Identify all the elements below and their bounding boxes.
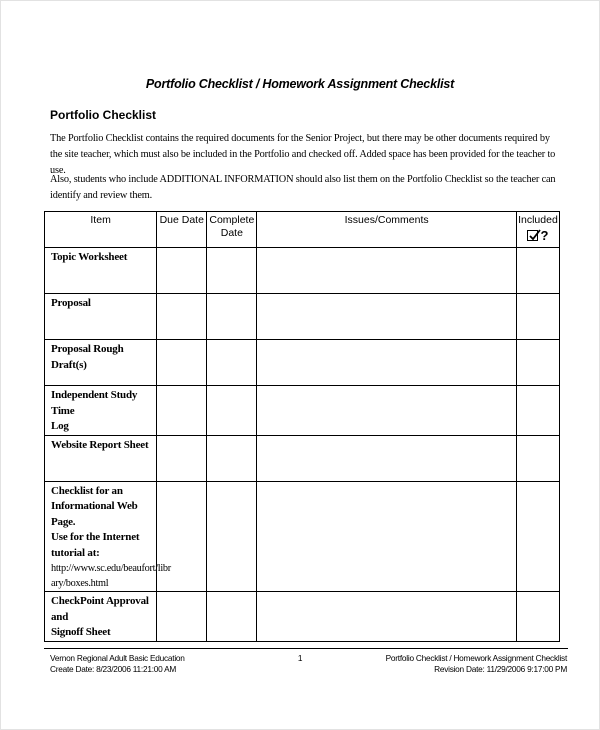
footer-rule [44, 648, 568, 649]
due-date-cell[interactable] [157, 294, 207, 340]
item-cell [45, 481, 171, 592]
intro-paragraph: The Portfolio Checklist contains the required documents for the Senior Project, but there may be other documents required by the site teacher, which must also be included in the Portfolio and checked off. Added space has been provided for the teacher to use. [50, 133, 556, 176]
item-cell [45, 435, 157, 481]
issues-comments-cell[interactable] [257, 481, 517, 592]
complete-date-cell[interactable] [207, 340, 257, 386]
complete-date-cell[interactable] [207, 248, 257, 294]
due-date-cell[interactable] [157, 248, 207, 294]
table-header-row [45, 212, 560, 248]
included-cell[interactable] [516, 294, 559, 340]
complete-date-cell[interactable] [207, 592, 257, 642]
complete-date-cell[interactable] [207, 294, 257, 340]
table-row [45, 481, 560, 592]
item-label-line: Informational Web Page. [51, 500, 138, 528]
item-label-line: Checklist for an [51, 484, 123, 497]
header-included [516, 212, 559, 248]
included-cell[interactable] [516, 248, 559, 294]
item-label-line: Independent Study Time [51, 389, 138, 417]
item-url-line: http://www.sc.edu/beaufort/libr [51, 563, 171, 574]
header-item: Item [45, 212, 157, 248]
complete-date-cell[interactable] [207, 386, 257, 436]
item-label-line: Use for the Internet [51, 531, 140, 543]
table-row [45, 386, 560, 436]
due-date-cell[interactable] [157, 340, 207, 386]
table-row [45, 592, 560, 642]
document-title: Portfolio Checklist / Homework Assignment Checklist [145, 77, 455, 91]
item-label-line: CheckPoint Approval and [51, 595, 149, 623]
item-label-line: Log [51, 420, 69, 432]
due-date-cell[interactable] [157, 435, 207, 481]
header-complete-date [207, 212, 257, 248]
issues-comments-cell[interactable] [257, 248, 517, 294]
footer-page-number: 1 [297, 653, 303, 663]
complete-date-cell[interactable] [207, 435, 257, 481]
included-cell[interactable] [516, 435, 559, 481]
header-complete-line2: Date [220, 227, 243, 239]
item-label-line: Topic Worksheet [51, 251, 128, 263]
item-cell [45, 248, 157, 294]
footer-revision-date: Revision Date: 11/29/2006 9:17:00 PM [434, 664, 567, 674]
due-date-cell[interactable] [157, 386, 207, 436]
item-label-line: tutorial at: [51, 546, 100, 559]
item-label-line: Proposal Rough Draft(s) [51, 343, 124, 371]
item-url-line: ary/boxes.html [51, 578, 109, 589]
issues-comments-cell[interactable] [257, 592, 517, 642]
table-row [45, 435, 560, 481]
issues-comments-cell[interactable] [257, 340, 517, 386]
footer-right [386, 653, 567, 675]
footer-left [50, 653, 185, 675]
header-included-label: Included [518, 214, 558, 226]
checkbox-checked-icon [527, 230, 538, 241]
included-mark [517, 229, 559, 242]
header-issues-comments: Issues/Comments [257, 212, 517, 248]
item-cell [45, 592, 157, 642]
due-date-cell[interactable] [157, 592, 207, 642]
additional-info-paragraph: Also, students who include ADDITIONAL INFORMATION should also list them on the Portfolio Checklist so the teacher can identify and review them. [50, 174, 556, 201]
footer-document-title: Portfolio Checklist / Homework Assignment Checklist [385, 653, 567, 663]
footer-create-date: Create Date: 8/23/2006 11:21:00 AM [50, 664, 177, 674]
included-cell[interactable] [516, 592, 559, 642]
table-row [45, 248, 560, 294]
section-title: Portfolio Checklist [50, 108, 157, 122]
footer-organization: Vernon Regional Adult Basic Education [50, 653, 185, 663]
item-label-line: Signoff Sheet [51, 626, 111, 638]
item-cell [45, 340, 157, 386]
header-due-date: Due Date [157, 212, 207, 248]
due-date-cell[interactable] [157, 481, 207, 592]
issues-comments-cell[interactable] [257, 435, 517, 481]
header-complete-line1: Complete [209, 214, 255, 226]
question-mark: ? [540, 228, 549, 243]
complete-date-cell[interactable] [207, 481, 257, 592]
item-cell [45, 294, 157, 340]
table-row [45, 294, 560, 340]
included-cell[interactable] [516, 340, 559, 386]
item-label-line: Website Report Sheet [51, 438, 149, 451]
included-cell[interactable] [516, 481, 559, 592]
item-label-line: Proposal [51, 297, 91, 309]
included-cell[interactable] [516, 386, 559, 436]
issues-comments-cell[interactable] [257, 386, 517, 436]
table-row [45, 340, 560, 386]
item-cell [45, 386, 157, 436]
portfolio-checklist-table [44, 211, 560, 642]
issues-comments-cell[interactable] [257, 294, 517, 340]
